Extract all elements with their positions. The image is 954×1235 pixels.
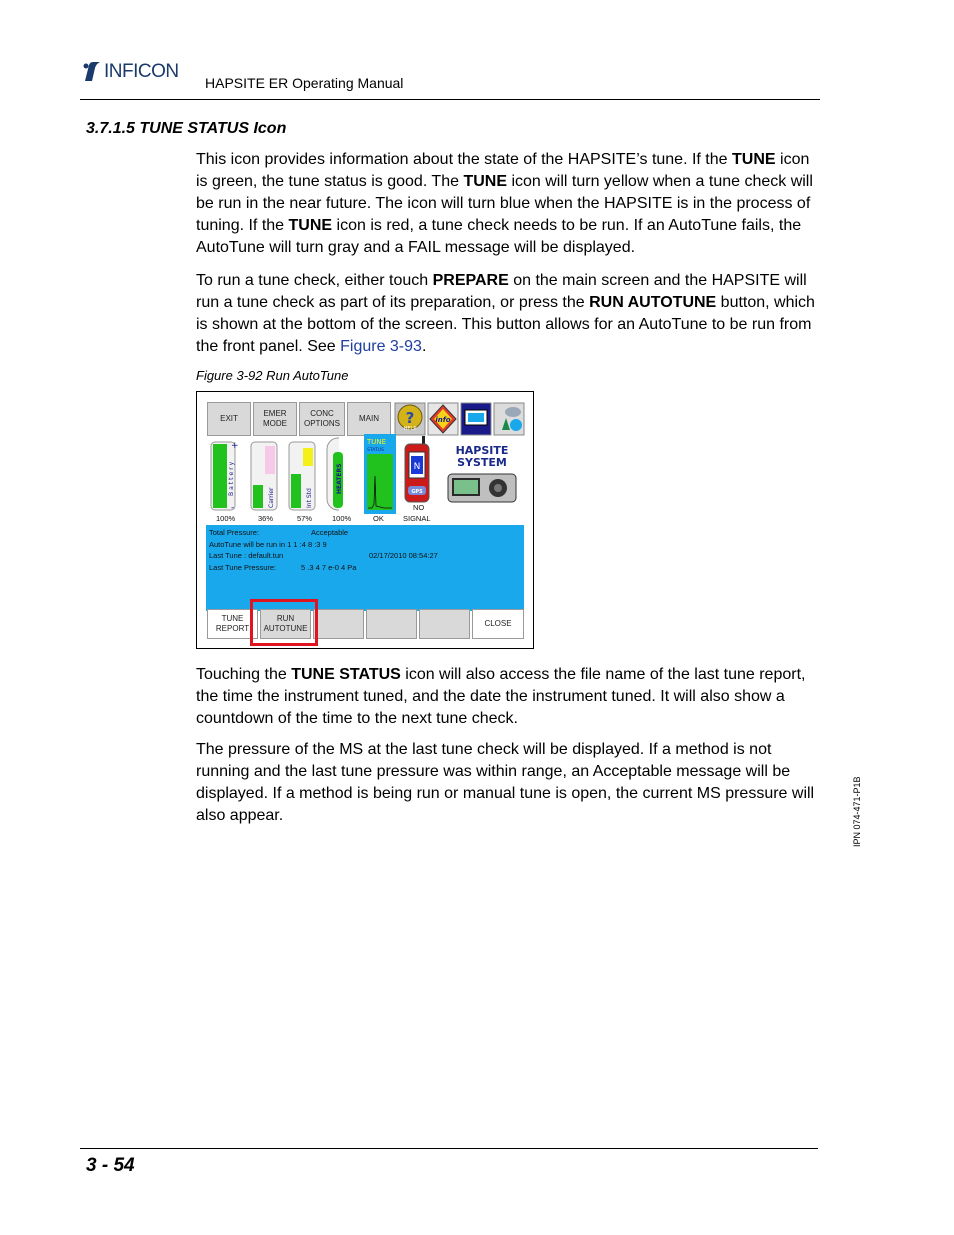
battery-label: Battery: [228, 459, 235, 496]
exit-button[interactable]: EXIT: [207, 402, 251, 436]
brand-name: INFICON: [104, 61, 179, 82]
run-autotune-screenshot: [196, 391, 534, 649]
environment-icon[interactable]: [493, 402, 525, 436]
last-tune-date: 02/17/2010 08:54:27: [369, 551, 438, 560]
last-tune-pressure-value: 5 .3 4 7 e-0 4 Pa: [301, 563, 357, 572]
paragraph-tune-colors: This icon provides information about the state of the HAPSITE’s tune. If the TUNE icon is green, the tune status is good. The TUNE icon will turn yellow when a tune check will be run in the near future. The icon will turn blue when the HAPSITE is in the process of tuning. If the TUNE icon is red, a tune check needs to be run. If an AutoTune fails, the AutoTune will turn gray and a FAIL message will be displayed.: [196, 151, 813, 256]
gps-value-line1: NO: [413, 503, 425, 512]
ipn-code: IPN 074-471-P1B: [852, 776, 862, 847]
int-std-label: Int Std: [306, 488, 313, 508]
gauges-group: [207, 434, 339, 514]
blank-button-1[interactable]: [313, 609, 364, 639]
emer-mode-button[interactable]: EMER MODE: [253, 402, 297, 436]
gps-n: N: [413, 462, 421, 472]
carrier-value: 36%: [258, 514, 274, 523]
header-rule: [80, 99, 820, 100]
figure-caption: Figure 3-92 Run AutoTune: [196, 368, 349, 383]
heaters-value: 100%: [332, 514, 352, 523]
total-pressure-label: Total Pressure:: [209, 528, 260, 537]
figure-link[interactable]: Figure 3-93: [340, 338, 422, 355]
last-tune-pressure-label: Last Tune Pressure:: [209, 563, 277, 572]
blank-button-3[interactable]: [419, 609, 470, 639]
gps-value-line2: SIGNAL: [403, 514, 431, 523]
close-button[interactable]: CLOSE: [472, 609, 524, 639]
last-tune-file: Last Tune : default.tun: [209, 551, 284, 560]
info-icon[interactable]: [427, 402, 459, 436]
footer-rule: [80, 1148, 818, 1149]
heaters-label: HEATERS: [336, 463, 343, 494]
autotune-countdown: AutoTune will be run in 1 1 :4 8 :3 9: [209, 540, 327, 549]
tune-report-button[interactable]: TUNE REPORT: [207, 609, 258, 639]
system-text: SYSTEM: [457, 456, 507, 469]
battery-minus: -: [231, 503, 235, 513]
battery-plus: +: [231, 441, 239, 451]
tune-label: TUNE: [367, 438, 387, 446]
main-button[interactable]: MAIN: [347, 402, 391, 436]
tune-status-icon[interactable]: [364, 434, 396, 514]
total-pressure-value: Acceptable: [311, 528, 349, 537]
tune-value: OK: [373, 514, 384, 523]
status-label: STATUS: [367, 448, 384, 453]
run-autotune-button[interactable]: RUN AUTOTUNE: [260, 609, 311, 639]
help-text: HELP: [403, 426, 417, 432]
conc-options-button[interactable]: CONC OPTIONS: [299, 402, 345, 436]
hapsite-text: HAPSITE: [455, 444, 509, 457]
inficon-logo-mark-icon: [82, 61, 102, 83]
help-icon[interactable]: [394, 402, 426, 436]
int-std-value: 57%: [297, 514, 313, 523]
inficon-logo: [82, 60, 179, 84]
monitor-icon[interactable]: [460, 402, 492, 436]
hapsite-system-icon[interactable]: [442, 444, 522, 506]
blank-button-2[interactable]: [366, 609, 417, 639]
carrier-label: Carrier: [268, 487, 275, 508]
paragraph-tune-status-details: Touching the TUNE STATUS icon will also access the file name of the last tune report, the time the instrument tuned, and the date the instrument tuned. It will also show a countdown of the time to the next tune check.: [196, 666, 806, 727]
manual-title: HAPSITE ER Operating Manual: [205, 75, 404, 91]
battery-value: 100%: [216, 514, 236, 523]
section-heading: 3.7.1.5 TUNE STATUS Icon: [86, 120, 287, 137]
heaters-overlay: [327, 434, 359, 514]
gps-icon[interactable]: [402, 434, 432, 504]
svg-text:?: ?: [405, 409, 415, 427]
highlight-box: [250, 599, 318, 646]
gps-label: GPS: [411, 489, 423, 495]
paragraph-run-tune-check: To run a tune check, either touch PREPARE on the main screen and the HAPSITE will run a tune check as part of its preparation, or press the RUN AUTOTUNE button, which is shown at the bottom of the screen. This button allows for an AutoTune to be run from the front panel. See Figure 3-93.: [196, 272, 815, 355]
page-number: 3 - 54: [86, 1155, 135, 1176]
info-text: info: [435, 416, 451, 424]
paragraph-ms-pressure: The pressure of the MS at the last tune check will be displayed. If a method is not running and the last tune pressure was within range, an Acceptable message will be displayed. If a method is being run or manual tune is open, the current MS pressure will also appear.: [196, 741, 815, 824]
